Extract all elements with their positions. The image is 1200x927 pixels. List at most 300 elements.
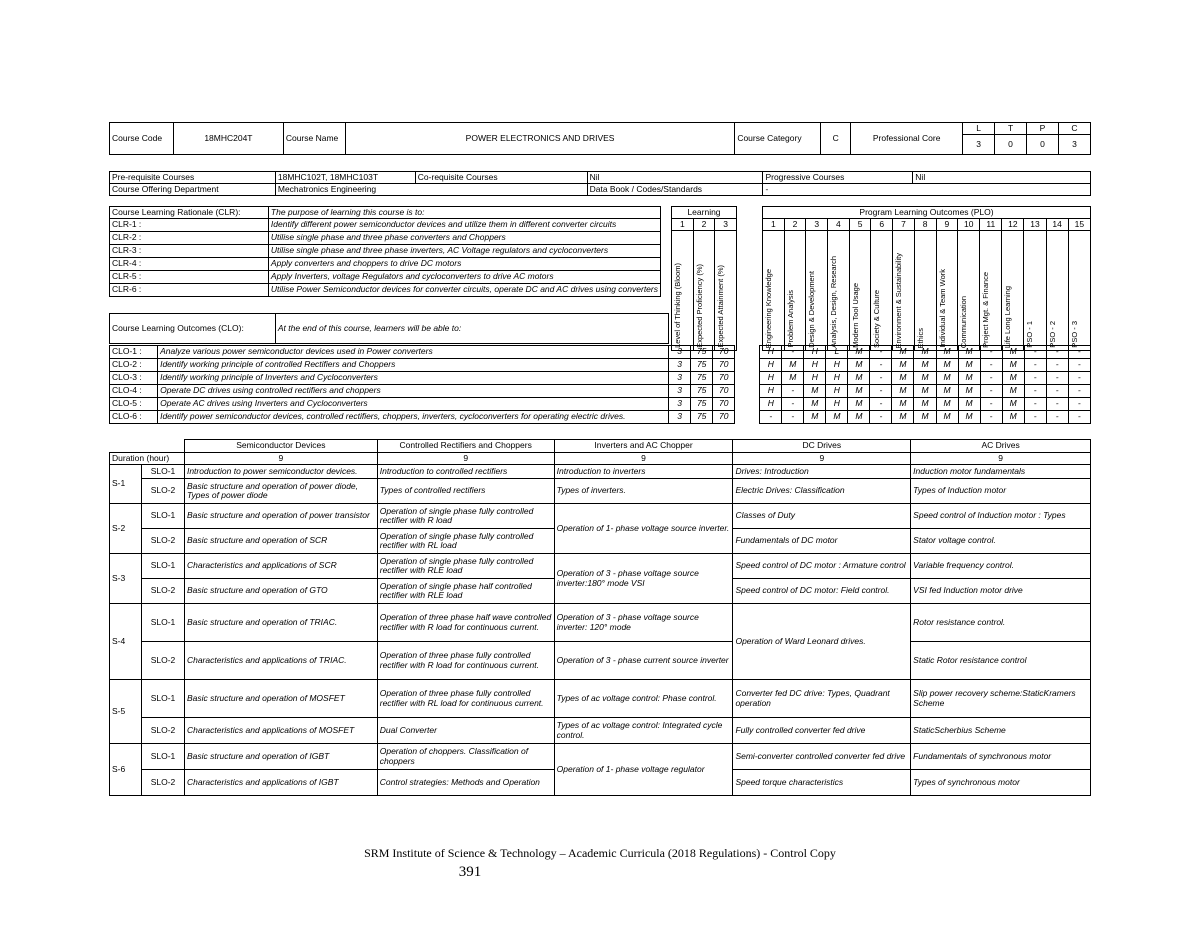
topic-cell: Operation of 1- phase voltage regulator — [554, 744, 733, 796]
slo-label: SLO-2 — [141, 718, 184, 744]
topic-cell: Electric Drives: Classification — [733, 479, 911, 504]
prereq-value: 18MHC102T, 18MHC103T — [275, 172, 415, 184]
plo-value: - — [1068, 346, 1090, 359]
plo-value: H — [804, 372, 826, 385]
topic-cell: Drives: Introduction — [733, 465, 911, 479]
plo-head: Modern Tool Usage — [850, 283, 860, 348]
topic-cell: Operation of 3 - phase current source inverter — [554, 642, 733, 680]
plo-value: L — [826, 346, 848, 359]
plo-value: M — [804, 411, 826, 424]
topic-cell: Basic structure and operation of IGBT — [184, 744, 377, 770]
clo-id: CLO-5 : — [110, 398, 158, 411]
learning-num: 2 — [693, 219, 715, 231]
plo-value: M — [848, 346, 870, 359]
topic-cell: Fundamentals of DC motor — [733, 529, 911, 554]
plo-head: Communication — [959, 295, 969, 348]
clr-text: Utilise Power Semiconductor devices for converter circuits, operate DC and AC drives using converters — [268, 284, 660, 297]
plo-value: M — [892, 385, 914, 398]
clr-id: CLR-3 : — [110, 245, 269, 258]
prerequisite-table — [109, 171, 1091, 196]
plo-num: 1 — [763, 219, 785, 231]
plo-value: M — [848, 398, 870, 411]
topic-cell: Operation of 3 - phase voltage source inverter:180° mode VSI — [554, 554, 733, 604]
plo-num: 9 — [936, 219, 958, 231]
gap-cell — [735, 372, 760, 385]
plo-value: - — [782, 346, 804, 359]
plo-value: - — [1046, 411, 1068, 424]
topic-cell: Classes of Duty — [733, 504, 911, 529]
learning-value: 3 — [669, 372, 691, 385]
topic-cell: Control strategies: Methods and Operation — [377, 770, 554, 796]
plo-value: M — [958, 372, 980, 385]
clo-text: Analyze various power semiconductor devices used in Power converters — [158, 346, 669, 359]
plo-head: Society & Culture — [872, 290, 882, 348]
learning-header-table — [671, 206, 737, 351]
clo-row — [110, 346, 1091, 359]
footer-line: SRM Institute of Science & Technology – Academic Curricula (2018 Regulations) - Control Copy — [364, 846, 836, 860]
plo-value: M — [936, 398, 958, 411]
plo-value: - — [1046, 398, 1068, 411]
plo-value: - — [980, 346, 1002, 359]
duration: 9 — [733, 453, 911, 465]
plo-value: M — [914, 411, 936, 424]
topic-cell: Speed control of DC motor : Armature control — [733, 554, 911, 579]
unit-title: Semiconductor Devices — [184, 440, 377, 453]
ltpc-head: P — [1027, 123, 1059, 135]
learning-value: 70 — [713, 398, 735, 411]
plo-value: - — [870, 411, 892, 424]
plo-value: M — [1002, 346, 1024, 359]
plo-value: - — [782, 398, 804, 411]
learning-num: 1 — [672, 219, 694, 231]
topic-cell: Types of ac voltage control: Integrated cycle control. — [554, 718, 733, 744]
plo-value: H — [804, 359, 826, 372]
topic-cell: Fully controlled converter fed drive — [733, 718, 911, 744]
plo-head: Individual & Team Work — [937, 269, 947, 348]
topic-cell: Introduction to power semiconductor devices. — [184, 465, 377, 479]
plo-value: H — [826, 385, 848, 398]
clo-intro: At the end of this course, learners will be able to: — [275, 314, 668, 344]
ltpc-value: 0 — [995, 135, 1027, 155]
plo-value: M — [892, 411, 914, 424]
plo-value: H — [804, 346, 826, 359]
plo-value: - — [760, 411, 782, 424]
topic-cell: Types of synchronous motor — [911, 770, 1091, 796]
learning-value: 75 — [691, 411, 713, 424]
topic-cell: VSI fed Induction motor drive — [911, 579, 1091, 604]
clr-title: Course Learning Rationale (CLR): — [110, 207, 269, 219]
duration: 9 — [377, 453, 554, 465]
topic-cell: Operation of single phase fully controlled rectifier with RL load — [377, 529, 554, 554]
plo-num: 15 — [1068, 219, 1090, 231]
learning-head: Expected Attainment (%) — [716, 265, 726, 348]
unit-title: AC Drives — [911, 440, 1091, 453]
slo-label: SLO-1 — [141, 744, 184, 770]
slo-label: SLO-2 — [141, 642, 184, 680]
plo-value: - — [1024, 359, 1046, 372]
plo-value: - — [870, 359, 892, 372]
plo-value: - — [870, 346, 892, 359]
progressive-value: Nil — [913, 172, 1091, 184]
clo-id: CLO-3 : — [110, 372, 158, 385]
plo-value: - — [1068, 359, 1090, 372]
session-label: S-1 — [110, 465, 142, 504]
plo-value: M — [848, 385, 870, 398]
syllabus-table — [109, 439, 1091, 796]
ltpc-value: 0 — [1027, 135, 1059, 155]
coreq-value: Nil — [587, 172, 763, 184]
plo-num: 6 — [871, 219, 893, 231]
duration: 9 — [184, 453, 377, 465]
learning-value: 70 — [713, 385, 735, 398]
plo-value: M — [958, 359, 980, 372]
learning-value: 70 — [713, 372, 735, 385]
topic-cell: Basic structure and operation of power transistor — [184, 504, 377, 529]
clo-row — [110, 411, 1091, 424]
clo-id: CLO-1 : — [110, 346, 158, 359]
topic-cell: Types of ac voltage control: Phase control. — [554, 680, 733, 718]
slo-label: SLO-1 — [141, 465, 184, 479]
learning-title: Learning — [672, 207, 737, 219]
plo-value: M — [848, 359, 870, 372]
course-name-label: Course Name — [283, 123, 345, 155]
slo-label: SLO-2 — [141, 770, 184, 796]
plo-value: H — [760, 346, 782, 359]
plo-head: Engineering Knowledge — [764, 268, 773, 348]
learning-value: 75 — [691, 359, 713, 372]
plo-value: M — [848, 411, 870, 424]
plo-head: Problem Analysis — [785, 290, 795, 348]
session-label: S-6 — [110, 744, 142, 796]
session-label: S-2 — [110, 504, 142, 554]
plo-value: - — [980, 372, 1002, 385]
plo-value: M — [782, 359, 804, 372]
plo-value: M — [936, 372, 958, 385]
clo-text: Identify working principle of Inverters and Cycloconverters — [158, 372, 669, 385]
topic-cell: Types of controlled rectifiers — [377, 479, 554, 504]
plo-head: Life Long Learning — [1003, 285, 1013, 348]
ltpc-value: 3 — [963, 135, 995, 155]
clr-id: CLR-5 : — [110, 271, 269, 284]
plo-value: M — [1002, 385, 1024, 398]
plo-head: PSO - 2 — [1047, 321, 1057, 348]
clo-text: Operate AC drives using Inverters and Cycloconverters — [158, 398, 669, 411]
learning-value: 70 — [713, 346, 735, 359]
topic-cell: StaticScherbius Scheme — [911, 718, 1091, 744]
plo-head: Design & Development — [807, 271, 817, 348]
learning-head: Expected Proficiency (%) — [694, 264, 704, 348]
plo-value: M — [958, 346, 980, 359]
plo-num: 2 — [784, 219, 806, 231]
plo-title: Program Learning Outcomes (PLO) — [763, 207, 1091, 219]
plo-value: H — [826, 398, 848, 411]
learning-value: 3 — [669, 385, 691, 398]
plo-value: M — [892, 372, 914, 385]
department-value: Mechatronics Engineering — [275, 184, 587, 196]
plo-head: Ethics — [915, 327, 925, 348]
topic-cell: Operation of single phase fully controlled rectifier with R load — [377, 504, 554, 529]
plo-value: M — [958, 385, 980, 398]
plo-value: M — [914, 385, 936, 398]
learning-head: Level of Thinking (Bloom) — [673, 263, 682, 348]
learning-value: 75 — [691, 398, 713, 411]
slo-label: SLO-2 — [141, 479, 184, 504]
plo-value: - — [782, 411, 804, 424]
plo-head: Analysis, Design, Research — [829, 256, 839, 348]
duration-label: Duration (hour) — [110, 453, 185, 465]
topic-cell: Operation of single phase fully controlled rectifier with RLE load — [377, 554, 554, 579]
clr-purpose: The purpose of learning this course is to: — [268, 207, 660, 219]
clo-id: CLO-4 : — [110, 385, 158, 398]
topic-cell: Operation of choppers. Classification of choppers — [377, 744, 554, 770]
course-category: C — [821, 123, 851, 155]
plo-value: M — [936, 411, 958, 424]
plo-value: - — [870, 372, 892, 385]
plo-value: M — [826, 411, 848, 424]
topic-cell: Fundamentals of synchronous motor — [911, 744, 1091, 770]
plo-value: M — [892, 359, 914, 372]
topic-cell: Basic structure and operation of SCR — [184, 529, 377, 554]
slo-label: SLO-2 — [141, 579, 184, 604]
ltpc-value: 3 — [1058, 135, 1090, 155]
plo-num: 11 — [980, 219, 1002, 231]
topic-cell: Basic structure and operation of power diode, Types of power diode — [184, 479, 377, 504]
topic-cell: Stator voltage control. — [911, 529, 1091, 554]
clo-row — [110, 372, 1091, 385]
learning-value: 70 — [713, 359, 735, 372]
gap-cell — [735, 385, 760, 398]
topic-cell: Operation of three phase half wave controlled rectifier with R load for continuous current. — [377, 604, 554, 642]
clr-id: CLR-2 : — [110, 232, 269, 245]
plo-num: 14 — [1046, 219, 1068, 231]
plo-num: 7 — [893, 219, 915, 231]
plo-head: Environment & Sustainability — [894, 252, 904, 348]
plo-value: - — [1046, 372, 1068, 385]
course-name: POWER ELECTRONICS AND DRIVES — [345, 123, 734, 155]
topic-cell: Operation of 1- phase voltage source inverter. — [554, 504, 733, 554]
plo-num: 5 — [849, 219, 871, 231]
plo-num: 10 — [958, 219, 980, 231]
session-label: S-3 — [110, 554, 142, 604]
topic-cell: Slip power recovery scheme:StaticKramers Scheme — [911, 680, 1091, 718]
plo-value: M — [1002, 398, 1024, 411]
clo-row — [110, 398, 1091, 411]
clr-text: Apply converters and choppers to drive DC motors — [268, 258, 660, 271]
learning-value: 70 — [713, 411, 735, 424]
topic-cell: Characteristics and applications of SCR — [184, 554, 377, 579]
topic-cell: Speed torque characteristics — [733, 770, 911, 796]
plo-value: - — [1024, 385, 1046, 398]
plo-value: M — [848, 372, 870, 385]
clo-text: Identify working principle of controlled Rectifiers and Choppers — [158, 359, 669, 372]
plo-value: - — [980, 359, 1002, 372]
unit-title: Inverters and AC Chopper — [554, 440, 733, 453]
learning-value: 3 — [669, 411, 691, 424]
topic-cell: Characteristics and applications of TRIAC. — [184, 642, 377, 680]
plo-value: M — [936, 359, 958, 372]
ltpc-head: T — [995, 123, 1027, 135]
plo-value: H — [826, 359, 848, 372]
topic-cell: Operation of three phase fully controlled rectifier with R load for continuous current. — [377, 642, 554, 680]
course-code-label: Course Code — [110, 123, 174, 155]
topic-cell: Converter fed DC drive: Types, Quadrant operation — [733, 680, 911, 718]
plo-value: - — [980, 398, 1002, 411]
plo-value: M — [914, 398, 936, 411]
plo-value: - — [1068, 372, 1090, 385]
session-label: S-5 — [110, 680, 142, 744]
plo-value: - — [1046, 359, 1068, 372]
clo-id: CLO-6 : — [110, 411, 158, 424]
plo-value: M — [1002, 359, 1024, 372]
topic-cell: Basic structure and operation of MOSFET — [184, 680, 377, 718]
plo-value: - — [980, 385, 1002, 398]
topic-cell: Basic structure and operation of GTO — [184, 579, 377, 604]
plo-value: M — [782, 372, 804, 385]
slo-label: SLO-1 — [141, 604, 184, 642]
topic-cell: Rotor resistance control. — [911, 604, 1091, 642]
duration: 9 — [911, 453, 1091, 465]
plo-value: M — [936, 346, 958, 359]
topic-cell: Introduction to controlled rectifiers — [377, 465, 554, 479]
plo-value: - — [1024, 372, 1046, 385]
topic-cell: Induction motor fundamentals — [911, 465, 1091, 479]
topic-cell: Operation of three phase fully controlled rectifier with RL load for continuous current. — [377, 680, 554, 718]
slo-label: SLO-2 — [141, 529, 184, 554]
topic-cell: Operation of single phase half controlled rectifier with RLE load — [377, 579, 554, 604]
coreq-label: Co-requisite Courses — [415, 172, 587, 184]
plo-num: 12 — [1002, 219, 1024, 231]
session-label: S-4 — [110, 604, 142, 680]
gap-cell — [735, 411, 760, 424]
plo-head: PSO - 1 — [1025, 321, 1035, 348]
clo-title: Course Learning Outcomes (CLO): — [110, 314, 276, 344]
topic-cell: Operation of 3 - phase voltage source inverter: 120° mode — [554, 604, 733, 642]
clr-table — [109, 206, 661, 297]
topic-cell: Semi-converter controlled converter fed drive — [733, 744, 911, 770]
plo-value: H — [760, 398, 782, 411]
plo-value: - — [1024, 346, 1046, 359]
plo-num: 8 — [914, 219, 936, 231]
course-code: 18MHC204T — [173, 123, 283, 155]
clo-id: CLO-2 : — [110, 359, 158, 372]
learning-value: 75 — [691, 346, 713, 359]
department-label: Course Offering Department — [110, 184, 276, 196]
topic-cell: Operation of Ward Leonard drives. — [733, 604, 911, 680]
plo-value: M — [958, 398, 980, 411]
gap-cell — [735, 398, 760, 411]
plo-value: - — [980, 411, 1002, 424]
topic-cell: Characteristics and applications of MOSFET — [184, 718, 377, 744]
plo-value: - — [1068, 411, 1090, 424]
plo-value: - — [870, 385, 892, 398]
topic-cell: Speed control of DC motor: Field control. — [733, 579, 911, 604]
clr-text: Utilise single phase and three phase converters and Choppers — [268, 232, 660, 245]
clr-text: Utilise single phase and three phase inverters, AC Voltage regulators and cycloconverters — [268, 245, 660, 258]
plo-head: Project Mgt. & Finance — [981, 272, 991, 348]
plo-value: - — [1024, 411, 1046, 424]
clo-table — [109, 345, 1091, 424]
unit-title: DC Drives — [733, 440, 911, 453]
plo-value: H — [760, 385, 782, 398]
learning-num: 3 — [715, 219, 737, 231]
plo-num: 3 — [806, 219, 828, 231]
plo-value: M — [804, 385, 826, 398]
learning-value: 3 — [669, 346, 691, 359]
gap-cell — [735, 359, 760, 372]
topic-cell: Types of Induction motor — [911, 479, 1091, 504]
clr-id: CLR-4 : — [110, 258, 269, 271]
topic-cell: Basic structure and operation of TRIAC. — [184, 604, 377, 642]
page-number: 391 — [458, 864, 482, 880]
plo-value: M — [804, 398, 826, 411]
databook-value: - — [763, 184, 1091, 196]
plo-value: M — [958, 411, 980, 424]
plo-head: PSO - 3 — [1069, 321, 1079, 348]
topic-cell: Introduction to inverters — [554, 465, 733, 479]
ltpc-head: C — [1058, 123, 1090, 135]
plo-num: 4 — [828, 219, 850, 231]
plo-value: M — [1002, 372, 1024, 385]
clo-text: Identify power semiconductor devices, controlled rectifiers, choppers, inverters, cycloconverters for operating electric drives. — [158, 411, 669, 424]
learning-value: 75 — [691, 372, 713, 385]
learning-value: 3 — [669, 359, 691, 372]
clr-text: Apply Inverters, voltage Regulators and cycloconverters to drive AC motors — [268, 271, 660, 284]
plo-num: 13 — [1024, 219, 1046, 231]
topic-cell: Speed control of Induction motor : Types — [911, 504, 1091, 529]
clo-title-table — [109, 313, 669, 344]
plo-value: H — [760, 372, 782, 385]
plo-value: M — [914, 346, 936, 359]
clo-row — [110, 385, 1091, 398]
plo-value: - — [782, 385, 804, 398]
topic-cell: Characteristics and applications of IGBT — [184, 770, 377, 796]
clo-row — [110, 359, 1091, 372]
plo-value: M — [892, 346, 914, 359]
slo-label: SLO-1 — [141, 680, 184, 718]
clr-id: CLR-6 : — [110, 284, 269, 297]
databook-label: Data Book / Codes/Standards — [587, 184, 763, 196]
plo-value: - — [870, 398, 892, 411]
plo-value: - — [1046, 385, 1068, 398]
course-category-name: Professional Core — [851, 123, 963, 155]
plo-value: M — [936, 385, 958, 398]
learning-value: 75 — [691, 385, 713, 398]
unit-title: Controlled Rectifiers and Choppers — [377, 440, 554, 453]
plo-value: - — [1046, 346, 1068, 359]
plo-value: M — [914, 372, 936, 385]
clr-text: Identify different power semiconductor devices and utilize them in different converter circuits — [268, 219, 660, 232]
duration: 9 — [554, 453, 733, 465]
plo-value: - — [1068, 398, 1090, 411]
gap-cell — [735, 346, 760, 359]
plo-value: H — [760, 359, 782, 372]
clo-text: Operate DC drives using controlled rectifiers and choppers — [158, 385, 669, 398]
plo-value: M — [892, 398, 914, 411]
clr-id: CLR-1 : — [110, 219, 269, 232]
topic-cell: Dual Converter — [377, 718, 554, 744]
plo-value: M — [1002, 411, 1024, 424]
plo-header-table — [762, 206, 1091, 351]
course-header-table — [109, 122, 1091, 155]
topic-cell: Static Rotor resistance control — [911, 642, 1091, 680]
ltpc-head: L — [963, 123, 995, 135]
learning-value: 3 — [669, 398, 691, 411]
plo-value: M — [914, 359, 936, 372]
prereq-label: Pre-requisite Courses — [110, 172, 276, 184]
course-category-label: Course Category — [735, 123, 821, 155]
slo-label: SLO-1 — [141, 504, 184, 529]
plo-value: H — [826, 372, 848, 385]
